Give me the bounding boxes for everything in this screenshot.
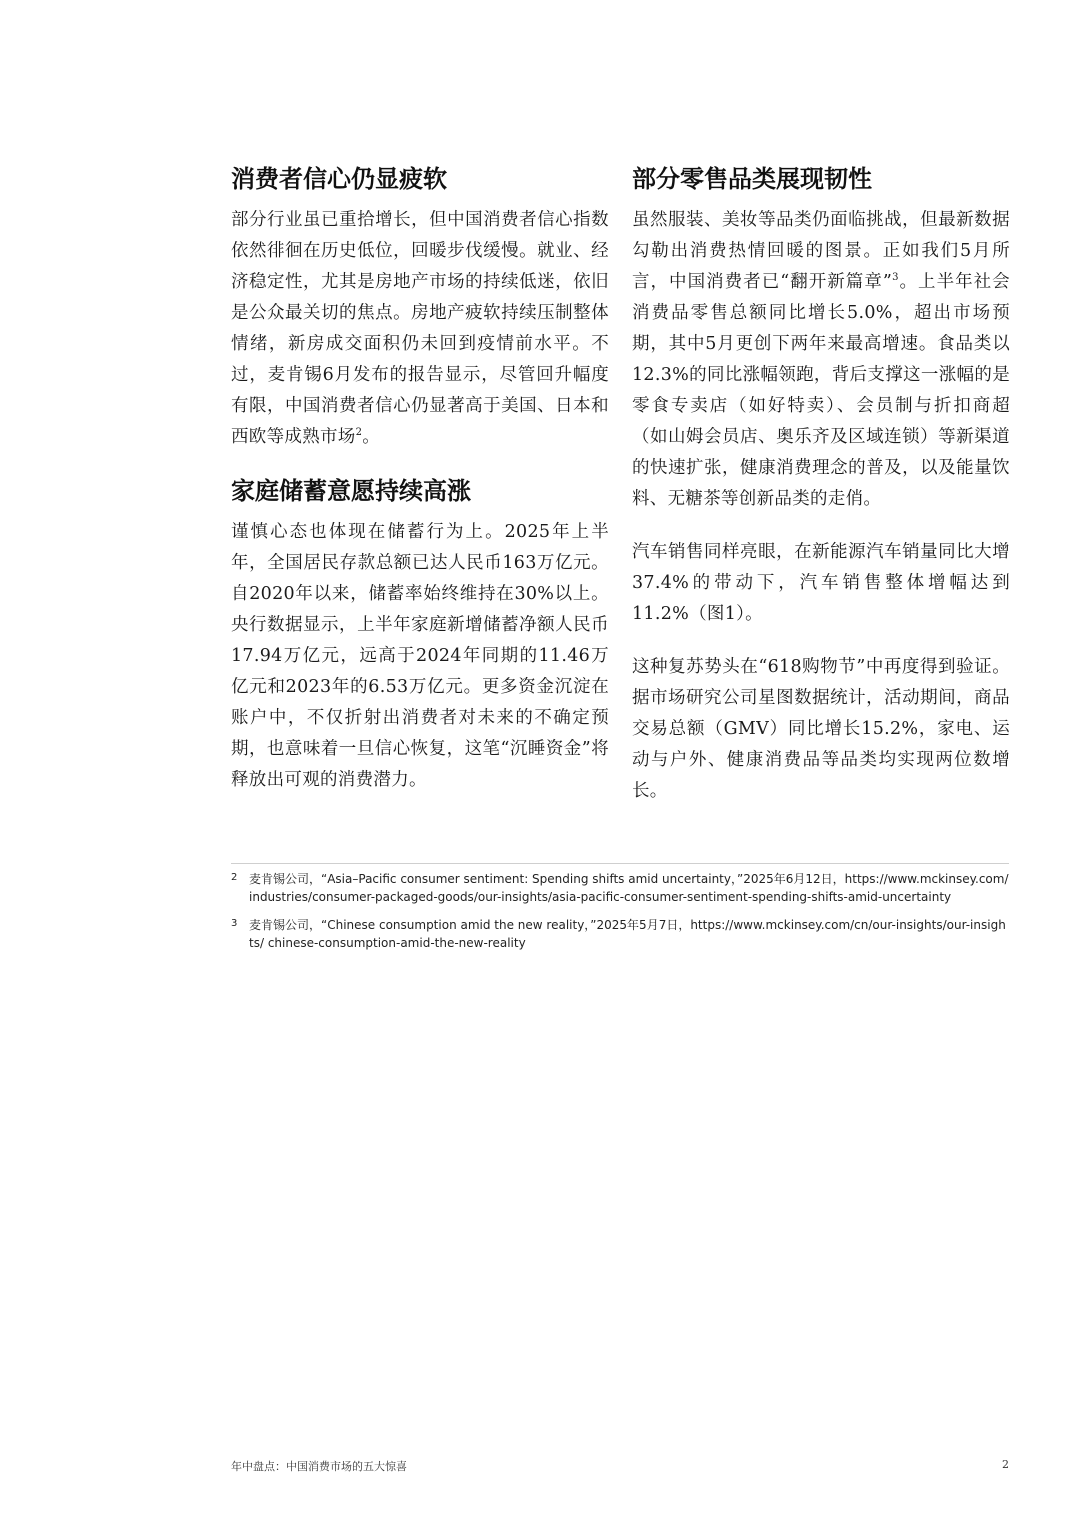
footer-title: 年中盘点：中国消费市场的五大惊喜 xyxy=(231,1460,407,1473)
section-heading-household-savings: 家庭储蓄意愿持续高涨 xyxy=(231,476,471,505)
paragraph-retail-recovery xyxy=(632,205,1010,515)
footnote-number: 2 xyxy=(231,872,238,883)
footnote-item xyxy=(231,916,1009,952)
footnote-ref-3[interactable]: 3 xyxy=(892,272,899,284)
paragraph-text-end: 。上半年社会消费品零售总额同比增长5.0%，超出市场预期，其中5月更创下两年来最高增速。食品类以12.3%的同比涨幅领跑，背后支撑这一涨幅的是零食专卖店（如好特卖）、会员制与折扣商超（如山姆会员店、奥乐齐及区域连锁）等新渠道的快速扩张，健康消费理念的普及，以及能量饮料、无糖茶等创新品类的走俏。 xyxy=(632,272,1010,509)
left-column xyxy=(231,163,609,818)
right-column xyxy=(632,163,1010,829)
paragraph-auto-sales: 汽车销售同样亮眼，在新能源汽车销量同比大增37.4%的带动下，汽车销售整体增幅达到11.2%（图1）。 xyxy=(632,542,1010,624)
section-heading-retail-resilience: 部分零售品类展现韧性 xyxy=(632,164,872,193)
section-heading-consumer-confidence: 消费者信心仍显疲软 xyxy=(231,164,447,193)
page-number: 2 xyxy=(1002,1458,1009,1471)
page-footer xyxy=(231,1458,1009,1474)
paragraph-618-festival: 这种复苏势头在“618购物节”中再度得到验证。据市场研究公司星图数据统计，活动期间，商品交易总额（GMV）同比增长15.2%，家电、运动与户外、健康消费品等品类均实现两位数增长。 xyxy=(632,657,1010,801)
paragraph-text: 部分行业虽已重拾增长，但中国消费者信心指数依然徘徊在历史低位，回暖步伐缓慢。就业、经济稳定性，尤其是房地产市场的持续低迷，依旧是公众最关切的焦点。房地产疲软持续压制整体情绪，新房成交面积仍未回到疫情前水平。不过，麦肯锡6月发布的报告显示，尽管回升幅度有限，中国消费者信心仍显著高于美国、日本和西欧等成熟市场 xyxy=(231,210,609,447)
footnote-number: 3 xyxy=(231,918,238,929)
footnote-item xyxy=(231,870,1009,906)
paragraph-consumer-confidence xyxy=(231,205,609,453)
footnote-ref-2[interactable]: 2 xyxy=(355,427,363,439)
footnote-text[interactable]: 麦肯锡公司，“Asia–Pacific consumer sentiment: Spending shifts amid uncertainty，”2025年6月12日，https://www.mckinsey.com/ industries/consumer-packaged-goods/our-insights/asia-pacific-consumer-sentiment-spending-shifts-amid-uncertainty xyxy=(249,872,1009,904)
footnotes xyxy=(231,863,1009,962)
paragraph-text-end: 。 xyxy=(362,427,381,447)
paragraph-text: 虽然服装、美妆等品类仍面临挑战，但最新数据勾勒出消费热情回暖的图景。正如我们5月所言，中国消费者已“翻开新篇章” xyxy=(632,210,1010,292)
paragraph-household-savings: 谨慎心态也体现在储蓄行为上。2025年上半年，全国居民存款总额已达人民币163万亿元。自2020年以来，储蓄率始终维持在30%以上。央行数据显示，上半年家庭新增储蓄净额人民币17.94万亿元，远高于2024年同期的11.46万亿元和2023年的6.53万亿元。更多资金沉淀在账户中，不仅折射出消费者对未来的不确定预期，也意味着一旦信心恢复，这笔“沉睡资金”将释放出可观的消费潜力。 xyxy=(231,522,609,790)
footnote-text[interactable]: 麦肯锡公司，“Chinese consumption amid the new reality，”2025年5月7日，https://www.mckinsey.com/cn/our-insights/our-insights/ chinese-consumption-amid-the-new-reality xyxy=(249,918,1006,950)
